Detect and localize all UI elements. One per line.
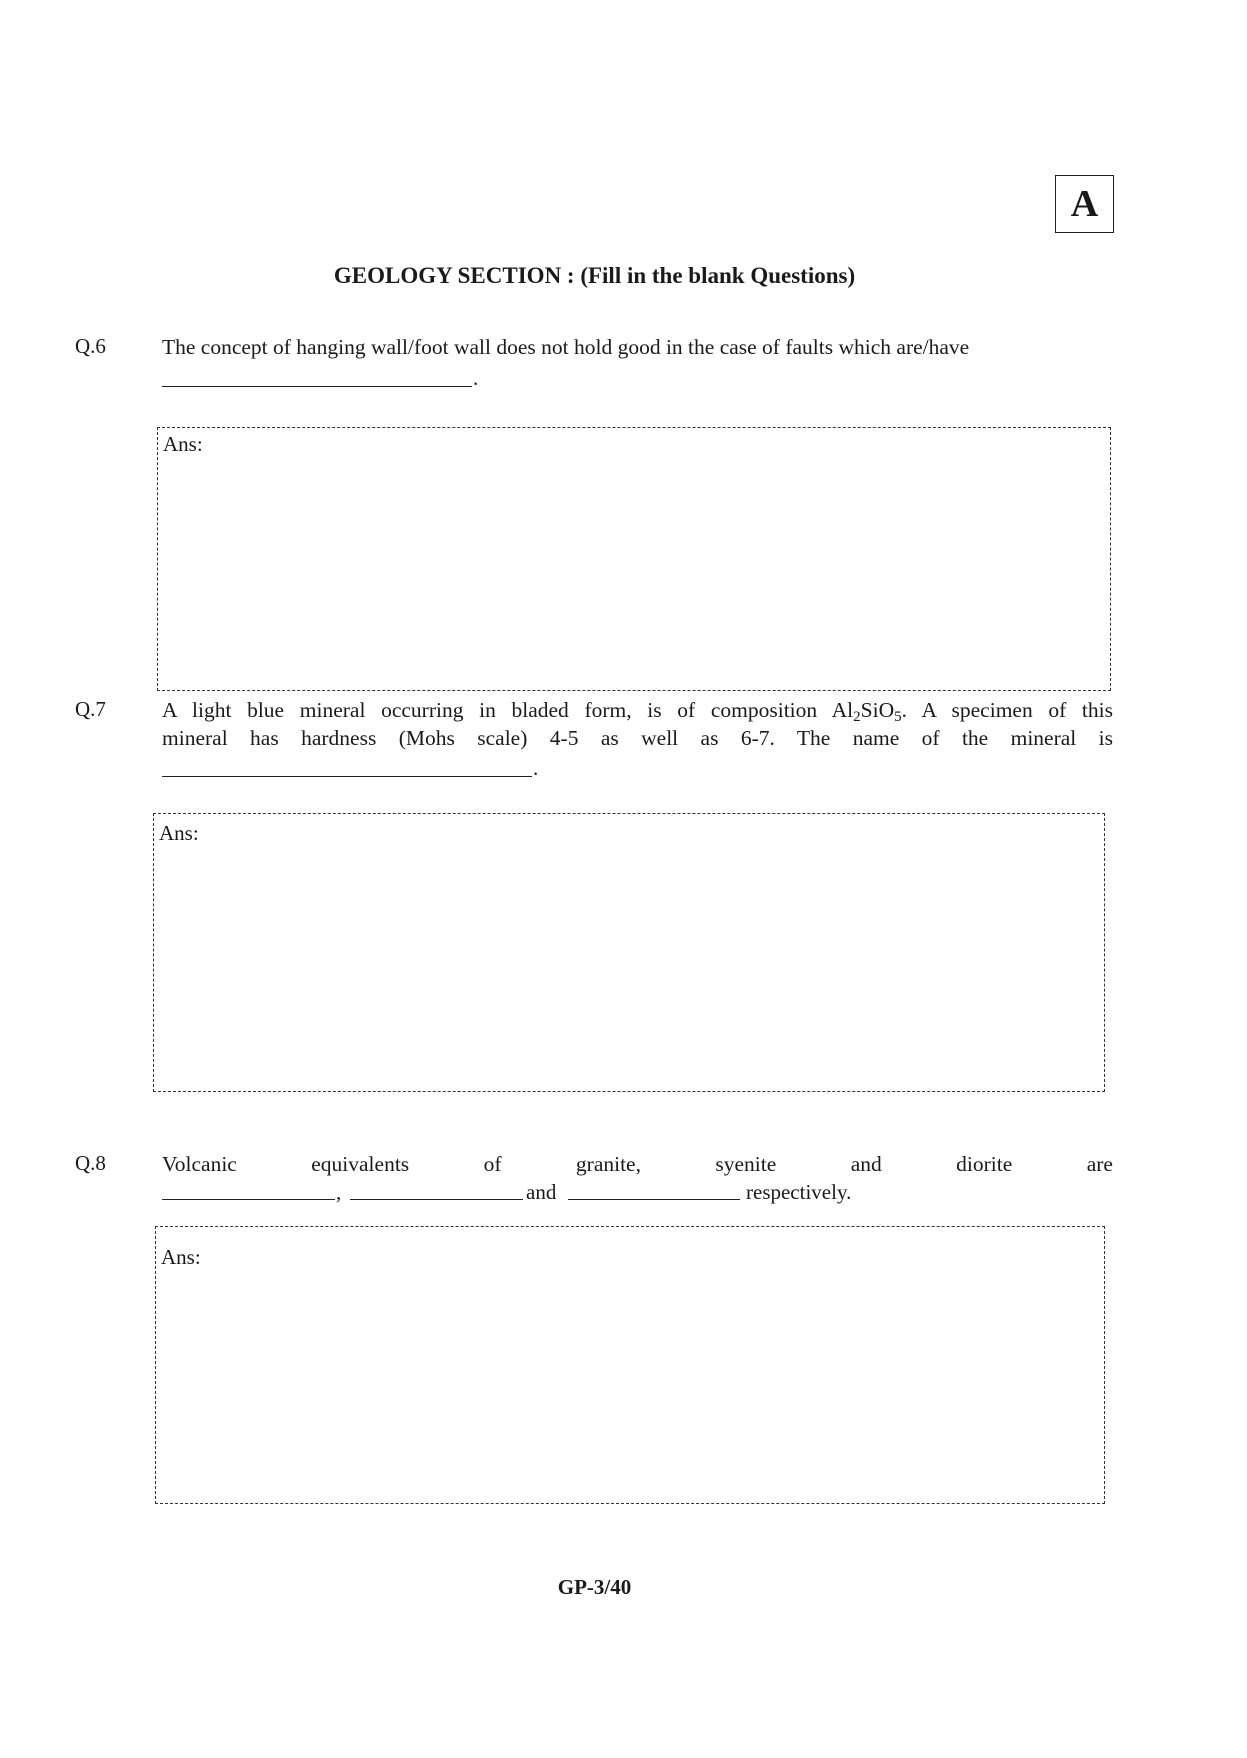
question-number-q6: Q.6 (75, 334, 106, 358)
answer-blank-q8-1 (162, 1199, 335, 1200)
q7-text-c: . A specimen of this (901, 698, 1113, 722)
answer-box-q8[interactable] (155, 1226, 1105, 1504)
section-title: GEOLOGY SECTION : (Fill in the blank Questions) (333, 263, 856, 288)
q8-separator-2: and (526, 1180, 557, 1204)
question-text-q8-line1 (162, 1150, 1113, 1178)
q8-word-8: are (1086, 1152, 1113, 1176)
question-text-q6 (162, 333, 1113, 361)
question-number-q8: Q.8 (75, 1151, 106, 1175)
blank-end-q7: . (533, 756, 539, 780)
q8-word-5: syenite (715, 1152, 777, 1176)
blank-end-q6: . (473, 366, 479, 390)
q7-text-b: SiO (860, 698, 895, 722)
answer-blank-q6 (162, 386, 472, 387)
q8-word-7: diorite (956, 1152, 1013, 1176)
answer-box-q7[interactable] (153, 813, 1105, 1092)
question-text-q7-line2: mineral has hardness (Mohs scale) 4-5 as well as 6-7. The name of the mineral is (162, 726, 1113, 750)
question-text-q7-line1 (162, 696, 1113, 724)
answer-label-q7: Ans: (159, 821, 199, 845)
q8-word-1: Volcanic (162, 1152, 237, 1176)
answer-blank-q7 (162, 776, 532, 777)
q7-sub-1: 2 (853, 708, 861, 725)
q7-sub-2: 5 (894, 708, 902, 725)
q7-text-a: A light blue mineral occurring in bladed form, is of composition Al (162, 698, 854, 722)
paper-code-box (1055, 175, 1114, 233)
q8-word-2: equivalents (311, 1152, 410, 1176)
q8-word-3: of (483, 1152, 502, 1176)
answer-label-q8: Ans: (161, 1245, 201, 1269)
question-number-q7: Q.7 (75, 697, 106, 721)
page-footer: GP-3/40 (557, 1575, 632, 1599)
q8-separator-1: , (336, 1180, 342, 1204)
paper-code: A (1070, 183, 1099, 225)
answer-blank-q8-3 (568, 1199, 740, 1200)
q8-word-6: and (850, 1152, 882, 1176)
q8-tail: respectively. (746, 1180, 852, 1204)
question-text-q6-content: The concept of hanging wall/foot wall does not hold good in the case of faults which are/have (162, 335, 970, 359)
answer-blank-q8-2 (350, 1199, 523, 1200)
answer-box-q6[interactable] (157, 427, 1111, 691)
q8-word-4: granite, (575, 1152, 641, 1176)
answer-label-q6: Ans: (163, 432, 203, 456)
